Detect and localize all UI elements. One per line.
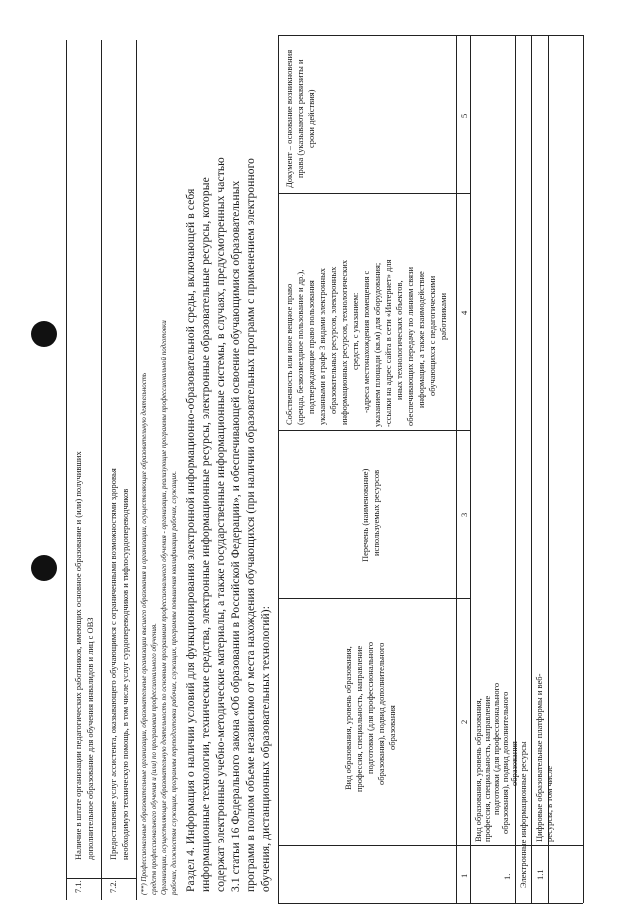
header-text-line: образовательных ресурсов, электронных [328,266,338,414]
row-number: 1.1 [535,869,545,880]
row-text-line: дополнительное образование для обучения инвалидов и лиц с ОВЗ [85,617,95,860]
section-4-line: 3.1 статьи 16 Федерального закона «Об образовании в Российской Федерации», и обеспечивающей освоение обучающимися образовательных [230,180,242,892]
header-text-line: Собственность или иное вещное право [284,283,294,425]
column-number: 1 [459,873,469,878]
row-text-line: Предоставление услуг ассистента, оказывающего обучающимся с ограниченными возможностями здоровья [108,468,118,860]
section-4-line: информационные технологии, технические средства, электронные информационные ресурсы, электронные образовательные ресурсы, которые [200,177,212,892]
punch-hole [31,555,57,581]
header-text-line: обучающихся с педагогическими [427,275,437,396]
row-text-line: подготовки (для профессионального [491,682,501,815]
header-text-line: Документ – основание возникновения [284,49,294,188]
row-text-line: ресурсы, в том числе [544,765,554,842]
header-text-line: иных технологических объектов, [394,280,404,400]
header-text-line: -ссылки на адрес сайта в сети «Интернет» для [383,259,393,427]
header-text-line: Вид образования, уровень образования, [343,646,353,790]
header-text-line: обеспечивающих передачу по линиям связи [405,266,415,426]
header-text-line: подготовки (для профессионального [365,641,375,774]
footnote-line: Организации, осуществляющие образовательную деятельность по основным программам профессионального обучения - организации, реализующие программы профессиональной подготовки [160,320,168,895]
row-text-line: необходимую техническую помощь, в том числе услуг сурдопереводчиков и тифлосурдопереводчиков [120,488,130,860]
row-text-line: профессия, специальность, направление [482,695,492,842]
row-text-line: Вид образования, уровень образования, [473,698,483,842]
section-label: Электронные информационные ресурсы [518,741,528,888]
header-text-line: образования [387,705,397,750]
row-number: 7.2. [108,880,118,893]
header-text-line: указанными в графе 3 видами электронных [317,267,327,425]
column-number: 5 [459,113,469,118]
header-text-line: средств, с указанием: [350,292,360,370]
section-4-line: содержат электронные учебно-методические материалы, а также государственные информационные системы, в случаях, предусмотренных частью [215,157,227,892]
section-4-line: Раздел 4. Информация о наличии условий для функционирования электронной информационно-образовательной среды, включающей в себя [185,188,197,892]
header-text-line: подтверждающие право пользования [306,280,316,414]
header-text-line: используемых ресурсов [371,469,381,556]
row-text-line: Цифровые образовательные платформы и веб- [534,673,544,842]
row-text-line: Наличие в штате организации педагогических работников, имеющих основное образование и (или) получивших [73,451,83,860]
row-number: 1. [502,873,512,880]
header-text-line: информационных ресурсов, технологических [339,259,349,425]
row-number: 7.1. [73,880,83,893]
footnote-line: рабочих, должностям служащих, программы переподготовки рабочих, служащих, программы повышения квалификации рабочих, служащих. [170,471,178,895]
header-text-line: информации, а также взаимодействие [416,271,426,408]
column-number: 4 [459,310,469,315]
column-number: 3 [459,512,469,517]
header-text-line: указанием площади (кв.м) для оборудования; [372,262,382,427]
header-text-line: работниками [438,293,448,340]
row-text-line: образования [509,741,519,786]
header-text-line: Перечень (наименование) [360,468,370,562]
column-number: 2 [459,719,469,724]
header-text-line: права (указываются реквизиты и [295,59,305,178]
header-text-line: профессия, специальность, направление [354,645,364,792]
row-text-line: образования), подвид дополнительного [500,691,510,834]
section-4-line: программ в полном объеме независимо от места нахождения обучающихся (при наличии образовательных программ с применением электронного [245,158,257,892]
header-text-line: сроки действия) [306,89,316,148]
header-text-line: образования), подвид дополнительного [376,642,386,785]
footnote-line: (**) Профессиональные образовательные организации, образовательные организации высшего образования и организации, осуществляющие образовательную деятельность [140,372,148,895]
section-4-line: обучения, дистанционных образовательных технологий): [260,605,272,892]
footnote-line: средств профессионального обучения и (или) по программам профессионального обучения. [150,623,158,895]
header-text-line: -адреса местонахождения помещения с [361,270,371,413]
punch-hole [31,321,57,347]
header-text-line: (аренда, безвозмездное пользование и др.), [295,269,305,425]
